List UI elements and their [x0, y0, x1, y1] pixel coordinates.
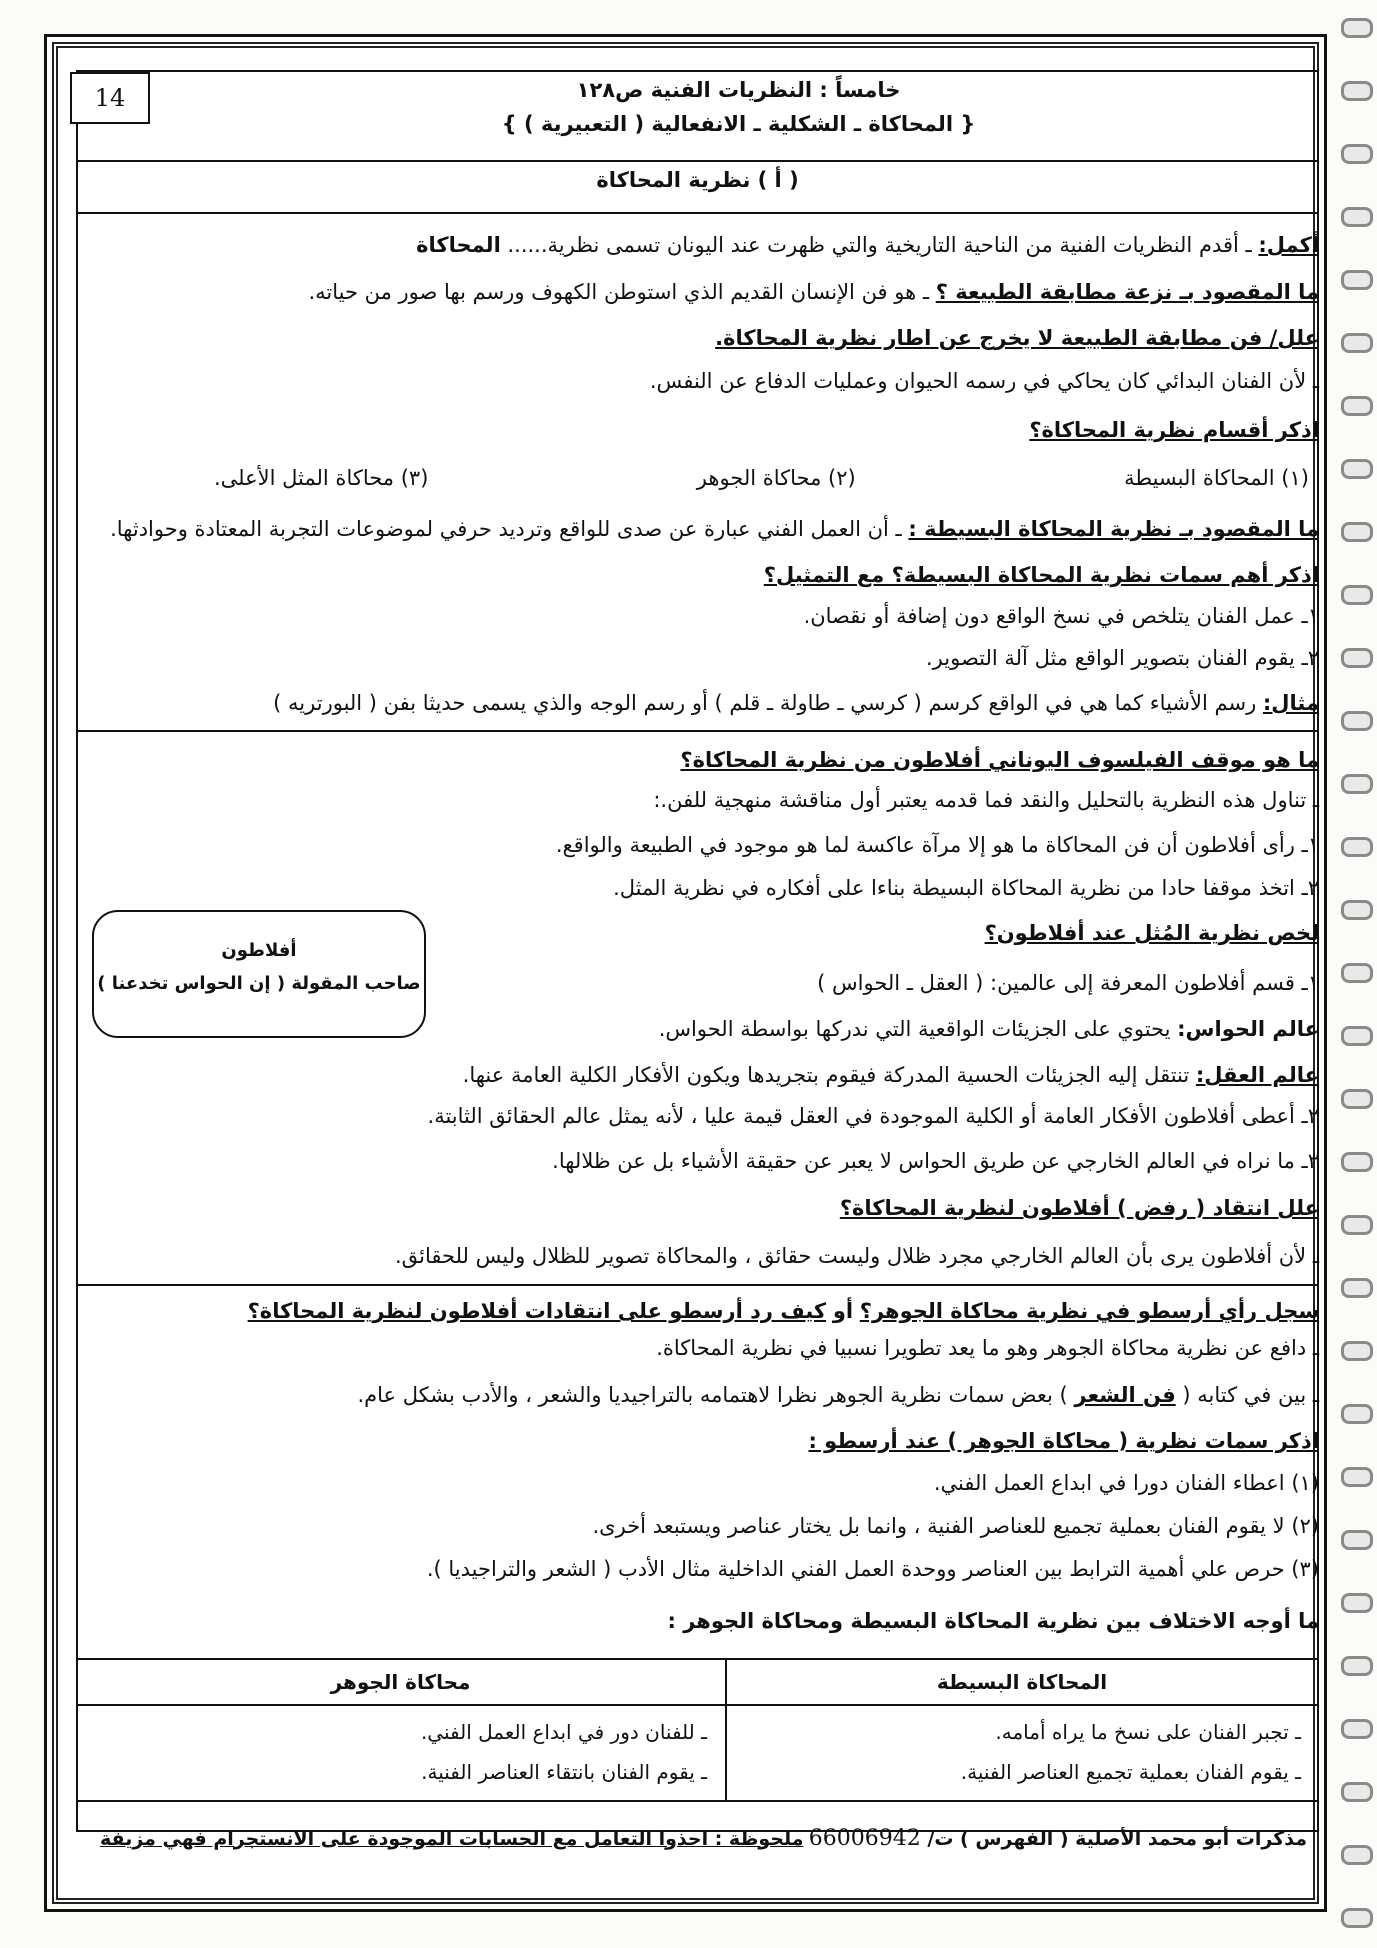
- answer-line: ـ لأن أفلاطون يرى بأن العالم الخارجي مجرد ظلال وليست حقائق ، والمحاكاة تصوير للظلال وليس للحقائق.: [394, 1244, 1319, 1268]
- answer-line: ١ـ عمل الفنان يتلخص في نسخ الواقع دون إضافة أو نقصان.: [803, 604, 1319, 628]
- footer-phone: 66006942: [808, 1826, 921, 1851]
- binding-ring: [1341, 1656, 1373, 1676]
- answer-line: عالم العقل: تنتقل إليه الجزيئات الحسية المدركة فيقوم بتجريدها ويكون الأفكار الكلية العامة عنها.: [462, 1063, 1319, 1087]
- lesson-title: خامساً : النظريات الفنية ص١٢٨: [576, 78, 901, 102]
- binding-ring: [1341, 648, 1373, 668]
- binding-ring: [1341, 711, 1373, 731]
- question-line: اذكر أقسام نظرية المحاكاة؟: [1029, 418, 1319, 442]
- binding-ring: [1341, 522, 1373, 542]
- binding-ring: [1341, 1341, 1373, 1361]
- binding-ring: [1341, 396, 1373, 416]
- question-line: علل/ فن مطابقة الطبيعة لا يخرج عن اطار نظرية المحاكاة.: [715, 326, 1319, 350]
- binding-ring: [1341, 1467, 1373, 1487]
- table-cell: ـ للفنان دور في ابداع العمل الفني.: [420, 1720, 707, 1744]
- question-line: ما أوجه الاختلاف بين نظرية المحاكاة البسيطة ومحاكاة الجوهر :: [667, 1609, 1319, 1633]
- question-line: ما هو موقف الفيلسوف اليوناني أفلاطون من نظرية المحاكاة؟: [680, 748, 1319, 772]
- binding-ring: [1341, 459, 1373, 479]
- binding-ring: [1341, 1278, 1373, 1298]
- column-essence-imitation: [76, 1660, 727, 1800]
- definition-line: ما المقصود بـ نزعة مطابقة الطبيعة ؟ ـ هو فن الإنسان القديم الذي استوطن الكهوف ورسم بها صور من حياته.: [308, 280, 1319, 304]
- binding-ring: [1341, 1908, 1373, 1928]
- spiral-binding: [1343, 0, 1377, 1948]
- binding-ring: [1341, 270, 1373, 290]
- binding-ring: [1341, 1089, 1373, 1109]
- binding-ring: [1341, 207, 1373, 227]
- binding-ring: [1341, 1845, 1373, 1865]
- definition-line: ما المقصود بـ نظرية المحاكاة البسيطة : ـ أن العمل الفني عبارة عن صدى للواقع وترديد حرفي لموضوعات التجربة المعتادة وحوادثها.: [110, 517, 1319, 541]
- binding-ring: [1341, 1719, 1373, 1739]
- question-line: سجل رأي أرسطو في نظرية محاكاة الجوهر؟ أو كيف رد أرسطو على انتقادات أفلاطون لنظرية المحاكاة؟: [247, 1299, 1319, 1323]
- answer-line: ٢ـ اتخذ موقفا حادا من نظرية المحاكاة البسيطة بناءا على أفكاره في نظرية المثل.: [613, 876, 1319, 900]
- plato-saying: صاحب المقولة ( إن الحواس تخدعنا ): [97, 973, 421, 994]
- question-line: لخص نظرية المُثل عند أفلاطون؟: [984, 921, 1319, 945]
- answer-line: (٣) حرص علي أهمية الترابط بين العناصر ووحدة العمل الفني الداخلية مثال الأدب ( الشعر والتراجيديا ).: [426, 1557, 1319, 1581]
- answer-line: ـ بين في كتابه ( فن الشعر ) بعض سمات نظرية الجوهر نظرا لاهتمامه بالتراجيديا والشعر ، والأدب بشكل عام.: [357, 1383, 1319, 1407]
- column-simple-imitation: [725, 1660, 1319, 1800]
- answer-line: ـ تناول هذه النظرية بالتحليل والنقد فما قدمه يعتبر أول مناقشة منهجية للفن.:: [653, 788, 1319, 812]
- answer-line: ٢ـ يقوم الفنان بتصوير الواقع مثل آلة التصوير.: [925, 646, 1319, 670]
- binding-ring: [1341, 1530, 1373, 1550]
- answer-line: (٢) لا يقوم الفنان بعملية تجميع للعناصر الفنية ، وانما بل يختار عناصر ويستبعد أخرى.: [592, 1514, 1319, 1538]
- footer: [100, 1826, 1307, 1851]
- page-number: 14: [70, 72, 150, 124]
- binding-ring: [1341, 837, 1373, 857]
- binding-ring: [1341, 333, 1373, 353]
- answer-line: ٢ـ أعطى أفلاطون الأفكار العامة أو الكلية الموجودة في العقل قيمة عليا ، لأنه يمثل عالم الحقائق الثابتة.: [427, 1104, 1319, 1128]
- table-cell: ـ يقوم الفنان بعملية تجميع العناصر الفنية.: [960, 1760, 1301, 1784]
- content: [84, 0, 1319, 1650]
- binding-ring: [1341, 1404, 1373, 1424]
- lesson-subtitle: { المحاكاة ـ الشكلية ـ الانفعالية ( التعبيرية ) }: [501, 112, 976, 136]
- binding-ring: [1341, 81, 1373, 101]
- binding-ring: [1341, 144, 1373, 164]
- question-line: علل انتقاد ( رفض ) أفلاطون لنظرية المحاكاة؟: [839, 1196, 1319, 1220]
- binding-ring: [1341, 1215, 1373, 1235]
- binding-ring: [1341, 900, 1373, 920]
- plato-name: أفلاطون: [221, 940, 297, 961]
- section-title: ( أ ) نظرية المحاكاة: [596, 168, 799, 192]
- footer-note: ملحوظة : احذوا التعامل مع الحسابات الموجودة على الانستجرام فهي مزيفة: [100, 1827, 804, 1850]
- answer-line: عالم الحواس: يحتوي على الجزيئات الواقعية التي ندركها بواسطة الحواس.: [658, 1017, 1319, 1041]
- example-line: مثال: رسم الأشياء كما هي في الواقع كرسم ( كرسي ـ طاولة ـ قلم ) أو رسم الوجه والذي يسمى حديثا بفن ( البورتريه ): [273, 691, 1319, 715]
- binding-ring: [1341, 1593, 1373, 1613]
- column-header: المحاكاة البسيطة: [725, 1660, 1319, 1706]
- divider: [76, 730, 1319, 732]
- sections-list: (١) المحاكاة البسيطة (٢) محاكاة الجوهر (٣) محاكاة المثل الأعلى.: [214, 466, 1309, 490]
- binding-ring: [1341, 18, 1373, 38]
- question-line: اذكر أهم سمات نظرية المحاكاة البسيطة؟ مع التمثيل؟: [763, 563, 1319, 587]
- binding-ring: [1341, 1152, 1373, 1172]
- binding-ring: [1341, 774, 1373, 794]
- plato-note-box: [92, 910, 426, 1038]
- complete-question: أكمل: ـ أقدم النظريات الفنية من الناحية التاريخية والتي ظهرت عند اليونان تسمى نظرية...... المحاكاة: [416, 233, 1319, 257]
- question-line: اذكر سمات نظرية ( محاكاة الجوهر ) عند أرسطو :: [808, 1429, 1319, 1453]
- binding-ring: [1341, 1782, 1373, 1802]
- footer-author: مذكرات أبو محمد الأصلية ( الفهرس ) ت/ 66006942: [808, 1826, 1307, 1851]
- divider: [76, 1284, 1319, 1286]
- answer-line: ١ـ رأى أفلاطون أن فن المحاكاة ما هو إلا مرآة عاكسة لما هو موجود في الطبيعة والواقع.: [555, 833, 1319, 857]
- column-header: محاكاة الجوهر: [76, 1660, 725, 1706]
- answer-line: ٣ـ ما نراه في العالم الخارجي عن طريق الحواس لا يعبر عن حقيقة الأشياء بل عن ظلالها.: [552, 1149, 1319, 1173]
- binding-ring: [1341, 963, 1373, 983]
- binding-ring: [1341, 1026, 1373, 1046]
- comparison-table: [76, 1658, 1319, 1802]
- answer-line: ١ـ قسم أفلاطون المعرفة إلى عالمين: ( العقل ـ الحواس ): [817, 971, 1319, 995]
- binding-ring: [1341, 585, 1373, 605]
- answer-line: ـ دافع عن نظرية محاكاة الجوهر وهو ما يعد تطويرا نسبيا في نظرية المحاكاة.: [656, 1336, 1319, 1360]
- answer-line: ـ لأن الفنان البدائي كان يحاكي في رسمه الحيوان وعمليات الدفاع عن النفس.: [649, 369, 1319, 393]
- table-cell: ـ تجبر الفنان على نسخ ما يراه أمامه.: [995, 1720, 1301, 1744]
- answer-line: (١) اعطاء الفنان دورا في ابداع العمل الفني.: [933, 1471, 1319, 1495]
- table-cell: ـ يقوم الفنان بانتقاء العناصر الفنية.: [421, 1760, 707, 1784]
